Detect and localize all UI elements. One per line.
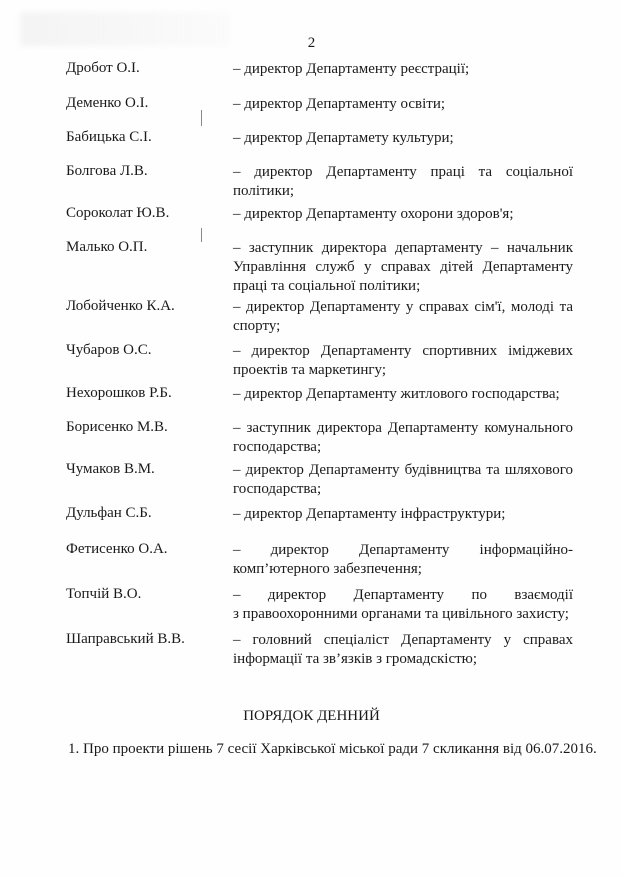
attendee-name: Деменко О.І.	[66, 95, 149, 111]
position-line: – директор Департаменту інфраструктури;	[233, 506, 506, 522]
attendee-name: Чумаков В.М.	[66, 461, 155, 477]
attendee-name: Болгова Л.В.	[66, 163, 148, 179]
attendee-name: Бабицька С.І.	[66, 129, 152, 145]
attendee-name: Дробот О.І.	[66, 60, 140, 76]
attendee-position	[233, 298, 573, 336]
position-line: – головний спеціаліст Департаменту у справах	[233, 632, 573, 648]
attendee-name: Малько О.П.	[66, 239, 148, 255]
attendee-name: Фетисенко О.А.	[66, 541, 168, 557]
position-line: – директор Департаменту реєстрації;	[233, 61, 470, 77]
attendee-position	[233, 342, 573, 380]
attendee-name: Топчій В.О.	[66, 586, 142, 602]
attendee-position	[233, 129, 573, 148]
position-line: – директор Департаменту будівництва та шляхового	[233, 462, 573, 478]
position-line: інформації та зв’язків з громадскістю;	[233, 651, 478, 667]
attendee-name: Шаправський В.В.	[66, 631, 185, 647]
position-line: – директор Департаменту освіти;	[233, 96, 446, 112]
attendee-position	[233, 419, 573, 457]
attendee-position	[233, 505, 573, 524]
attendee-position	[233, 163, 573, 201]
position-line: – директор Департаменту спортивних іміджевих	[233, 343, 573, 359]
attendee-position	[233, 586, 573, 624]
agenda-title: ПОРЯДОК ДЕННИЙ	[243, 708, 380, 724]
attendee-position	[233, 205, 573, 224]
scan-mark	[201, 228, 202, 242]
position-line: – директор Департаменту охорони здоров'я;	[233, 206, 514, 222]
position-line: – директор Департамету культури;	[233, 130, 454, 146]
agenda-item: 1. Про проекти рішень 7 сесії Харківської міської ради 7 скликання від 06.07.2016.	[68, 741, 597, 757]
position-line: – директор Департаменту по взаємодії	[233, 587, 573, 603]
attendee-position	[233, 385, 573, 404]
position-line: господарства;	[233, 481, 322, 497]
position-line: комп’ютерного забезпечення;	[233, 561, 422, 577]
attendee-name: Лобойченко К.А.	[66, 298, 175, 314]
position-line: – директор Департаменту праці та соціальної	[233, 164, 573, 180]
position-line: Управління служб у справах дітей Департаменту	[233, 259, 573, 275]
position-line: – директор Департаменту у справах сім'ї, молоді та	[233, 299, 573, 315]
scan-mark	[201, 110, 202, 126]
position-line: – директор Департаменту житлового господарства;	[233, 386, 560, 402]
position-line: праці та соціальної політики;	[233, 278, 421, 294]
position-line: – заступник директора Департаменту комунального	[233, 420, 573, 436]
position-line: господарства;	[233, 439, 322, 455]
position-line: політики;	[233, 183, 295, 199]
position-line: проектів та маркетингу;	[233, 362, 387, 378]
attendee-name: Дульфан С.Б.	[66, 505, 152, 521]
position-line: з правоохоронними органами та цивільного захисту;	[233, 606, 569, 622]
position-line: спорту;	[233, 318, 281, 334]
attendee-name: Борисенко М.В.	[66, 419, 168, 435]
attendee-name: Чубаров О.С.	[66, 342, 152, 358]
attendee-position	[233, 631, 573, 669]
attendee-position	[233, 60, 573, 79]
attendee-position	[233, 95, 573, 114]
attendee-position	[233, 461, 573, 499]
position-line: – директор Департаменту інформаційно-	[233, 542, 573, 558]
attendee-position	[233, 541, 573, 579]
page-number: 2	[307, 35, 316, 51]
attendee-name: Сороколат Ю.В.	[66, 205, 170, 221]
attendee-name: Нехорошков Р.Б.	[66, 385, 172, 401]
position-line: – заступник директора департаменту – начальник	[233, 240, 573, 256]
attendee-position	[233, 239, 573, 296]
